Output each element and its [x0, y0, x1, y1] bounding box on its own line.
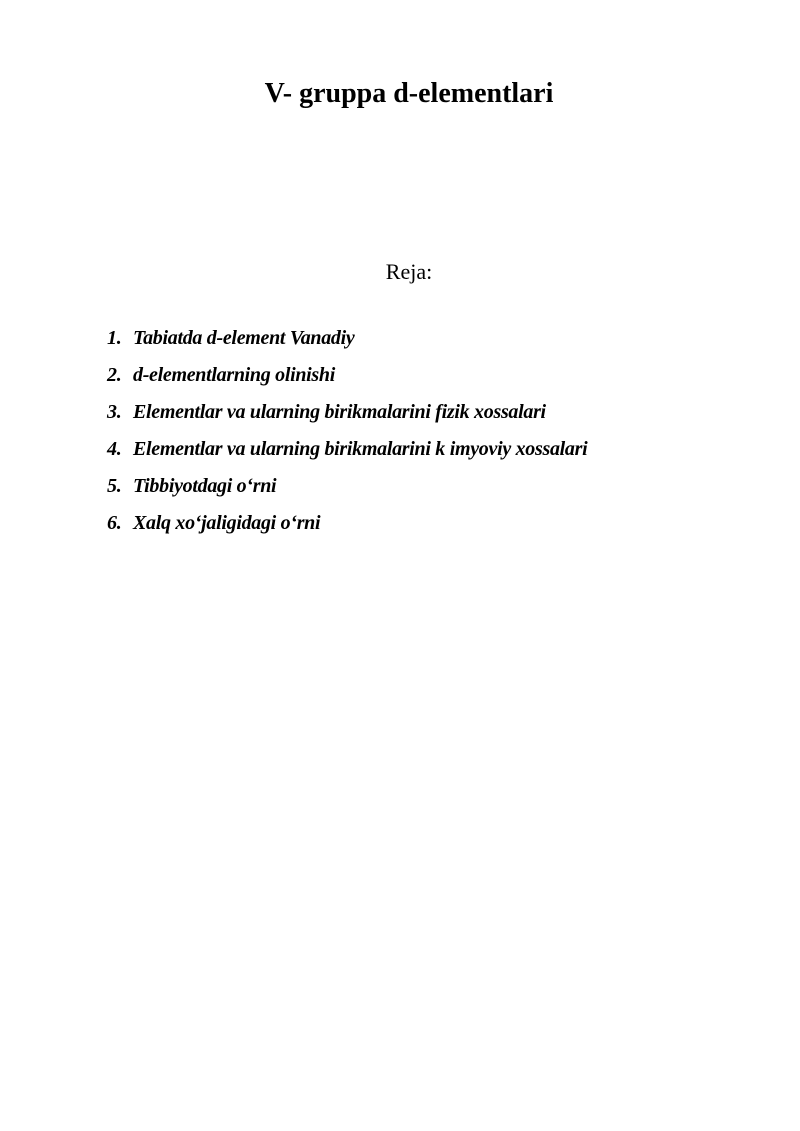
plan-list — [107, 327, 747, 549]
plan-item-text: Tabiatda d-element Vanadiy — [133, 327, 355, 349]
plan-heading: Reja: — [385, 259, 433, 284]
plan-item-number: 2. — [107, 364, 122, 386]
plan-item-number: 1. — [107, 327, 122, 349]
plan-item — [107, 401, 747, 438]
plan-item — [107, 364, 747, 401]
plan-item-number: 5. — [107, 475, 122, 497]
plan-item-text: d-elementlarning olinishi — [133, 364, 335, 386]
plan-item-text: Elementlar va ularning birikmalarini k imyoviy xossalari — [133, 438, 588, 460]
plan-item-number: 3. — [107, 401, 122, 423]
plan-item-text: Elementlar va ularning birikmalarini fizik xossalari — [133, 401, 546, 423]
plan-item-number: 4. — [107, 438, 122, 460]
plan-item-text: Xalq xo‘jaligidagi o‘rni — [133, 512, 321, 534]
plan-item-number: 6. — [107, 512, 122, 534]
plan-item — [107, 327, 747, 364]
plan-item — [107, 475, 747, 512]
plan-item — [107, 438, 747, 475]
plan-item-text: Tibbiyotdagi o‘rni — [133, 475, 277, 497]
document-title: V- gruppa d-elementlari — [264, 78, 554, 109]
plan-item — [107, 512, 747, 549]
